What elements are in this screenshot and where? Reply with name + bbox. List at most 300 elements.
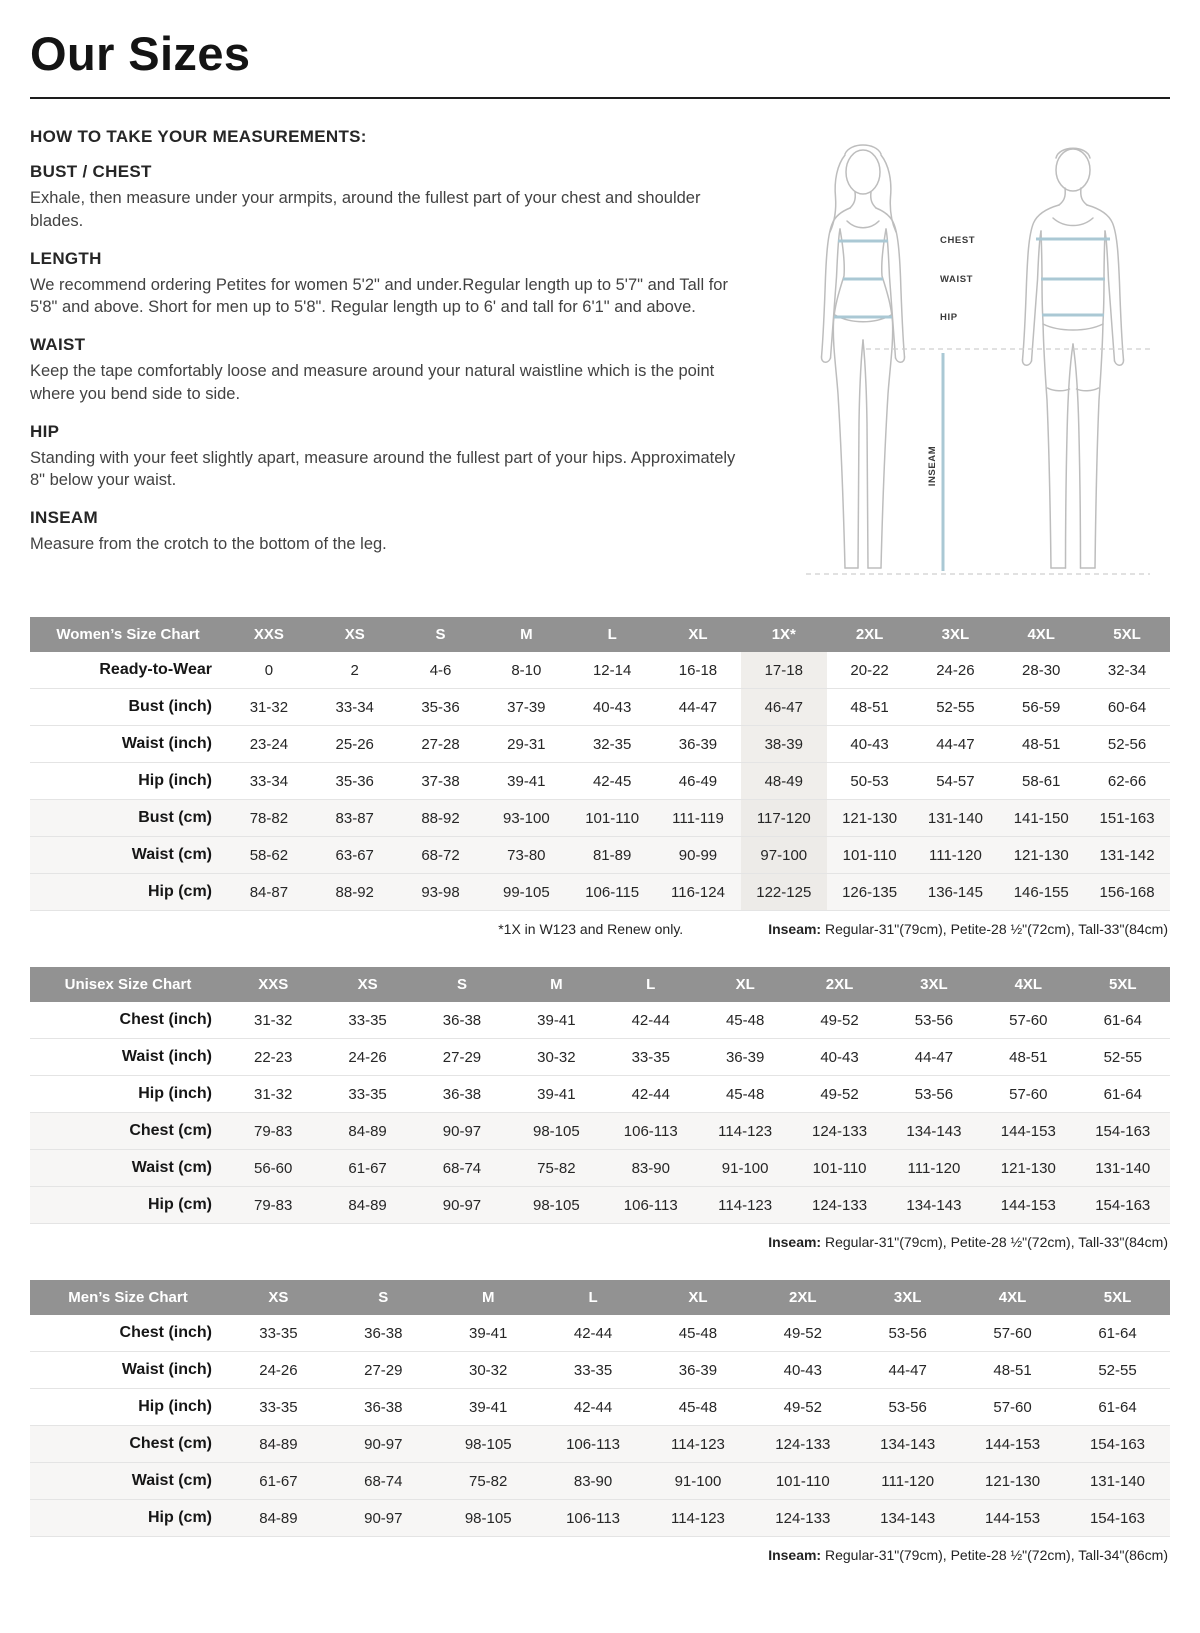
size-cell: 154-163 [1089,1509,1146,1527]
table-row [30,1002,1170,1039]
size-cell: 45-48 [725,1085,765,1103]
table-row [30,726,1170,763]
size-cell: 33-35 [348,1011,387,1029]
size-cell: 136-145 [927,883,983,901]
size-cell: 45-48 [678,1324,718,1342]
chest-label: CHEST [940,235,976,246]
size-cell: 40-43 [850,735,889,753]
size-cell: 44-47 [914,1048,954,1066]
page-title: Our Sizes [30,27,251,80]
size-cell: 31-32 [254,1011,293,1029]
size-column-header: XS [320,967,414,1002]
size-cell: 60-64 [1107,698,1147,716]
size-column-header: 3XL [887,967,981,1002]
size-column-header: S [415,967,509,1002]
size-cell: 131-140 [927,809,983,827]
size-cell: 91-100 [674,1472,722,1490]
size-cell: 98-105 [464,1509,512,1527]
size-cell: 122-125 [741,874,827,911]
size-cell: 62-66 [1107,772,1147,790]
size-cell: 117-120 [741,800,827,837]
size-cell: 75-82 [537,1159,576,1177]
instructions-heading: HOW TO TAKE YOUR MEASUREMENTS: [30,127,367,146]
size-column-header: M [483,617,569,652]
size-cell: 61-64 [1103,1085,1142,1103]
size-cell: 144-153 [985,1435,1041,1453]
size-cell: 38-39 [741,726,827,763]
size-cell: 52-55 [1098,1361,1137,1379]
size-cell: 83-87 [335,809,374,827]
size-column-header: 3XL [913,617,999,652]
size-cell: 141-150 [1013,809,1069,827]
inseam-footnote: Inseam: Regular-31"(79cm), Petite-28 ½"(72cm), Tall-34"(86cm) [768,1547,1168,1563]
row-label: Hip (cm) [148,883,212,900]
size-cell: 154-163 [1095,1122,1151,1140]
size-cell: 46-49 [678,772,718,790]
row-label: Waist (inch) [121,1048,212,1065]
men-s-size-chart-block [30,1280,1170,1563]
table-row [30,837,1170,874]
size-column-header: XXS [226,617,312,652]
size-column-header: XL [646,1280,751,1315]
size-cell: 90-97 [364,1509,403,1527]
size-column-header: M [436,1280,541,1315]
size-column-header: 1X* [741,617,827,652]
row-label: Ready-to-Wear [99,661,212,678]
size-cell: 114-123 [718,1122,773,1140]
size-cell: 16-18 [678,661,718,679]
size-cell: 93-100 [502,809,550,827]
size-cell: 144-153 [985,1509,1041,1527]
row-label: Waist (cm) [131,1472,212,1489]
size-cell: 8-10 [511,661,542,679]
size-cell: 61-64 [1103,1011,1142,1029]
size-cell: 84-89 [259,1435,298,1453]
size-cell: 106-113 [566,1509,621,1527]
size-cell: 40-43 [820,1048,859,1066]
table-row [30,1039,1170,1076]
size-cell: 31-32 [254,1085,293,1103]
size-cell: 131-140 [1095,1159,1151,1177]
size-cell: 134-143 [906,1122,962,1140]
size-cell: 106-113 [566,1435,621,1453]
size-cell: 106-113 [623,1196,678,1214]
size-cell: 44-47 [678,698,718,716]
table-row [30,800,1170,837]
size-column-header: L [604,967,698,1002]
size-column-header: XL [698,967,792,1002]
size-column-header: XXS [226,967,320,1002]
row-label: Hip (cm) [148,1509,212,1526]
size-cell: 32-34 [1107,661,1147,679]
size-cell: 37-39 [507,698,546,716]
size-cell: 25-26 [335,735,374,753]
size-cell: 39-41 [469,1398,508,1416]
size-cell: 50-53 [850,772,889,790]
inseam-label: INSEAM [927,445,938,487]
size-cell: 68-72 [421,846,460,864]
size-column-header: L [541,1280,646,1315]
size-cell: 53-56 [888,1324,927,1342]
size-charts [30,617,1170,1563]
size-cell: 52-55 [936,698,975,716]
size-cell: 58-62 [249,846,289,864]
row-label: Waist (inch) [121,1361,212,1378]
size-cell: 114-123 [670,1435,725,1453]
size-cell: 27-29 [364,1361,403,1379]
size-cell: 48-51 [1009,1048,1048,1066]
measurements-section [30,127,1170,599]
table-footnote [32,921,1168,937]
size-column-header: S [398,617,484,652]
size-column-header: 2XL [750,1280,855,1315]
size-cell: 35-36 [335,772,374,790]
size-cell: 2 [350,661,359,679]
size-cell: 83-90 [573,1472,613,1490]
size-cell: 56-60 [254,1159,293,1177]
size-cell: 33-35 [631,1048,670,1066]
inseam-footnote: Inseam: Regular-31"(79cm), Petite-28 ½"(72cm), Tall-33"(84cm) [768,1234,1168,1250]
row-label: Hip (cm) [148,1196,212,1213]
waist-label: WAIST [940,274,974,285]
size-cell: 84-87 [249,883,289,901]
size-cell: 90-97 [364,1435,403,1453]
size-cell: 48-51 [850,698,889,716]
row-label: Waist (cm) [131,846,212,863]
measurement-description: Exhale, then measure under your armpits, around the fullest part of your chest and shoulder blades. [30,189,701,230]
measurement-term: HIP [30,421,60,441]
size-cell: 36-39 [678,1361,718,1379]
size-cell: 39-41 [469,1324,508,1342]
size-cell: 56-59 [1022,698,1061,716]
size-column-header: 4XL [960,1280,1065,1315]
size-cell: 63-67 [335,846,374,864]
unisex-size-chart [30,967,1170,1224]
table-row [30,1150,1170,1187]
size-cell: 144-153 [1000,1196,1056,1214]
size-cell: 99-105 [502,883,550,901]
row-label: Chest (cm) [129,1122,212,1139]
measurement-term: BUST / CHEST [30,162,152,181]
size-column-header: 5XL [1065,1280,1170,1315]
size-cell: 114-123 [718,1196,773,1214]
size-cell: 73-80 [507,846,546,864]
size-column-header: 5XL [1084,617,1170,652]
size-cell: 93-98 [421,883,460,901]
measurement-bust-chest [30,162,742,233]
size-column-header: M [509,967,603,1002]
title-divider [30,97,1170,99]
size-cell: 24-26 [936,661,975,679]
size-cell: 81-89 [592,846,632,864]
hip-label: HIP [940,312,958,323]
size-cell: 57-60 [1009,1085,1048,1103]
size-cell: 124-133 [775,1509,831,1527]
size-cell: 49-52 [783,1324,822,1342]
measurement-term: LENGTH [30,248,102,268]
size-cell: 27-29 [442,1048,482,1066]
size-cell: 39-41 [507,772,546,790]
size-cell: 114-123 [670,1509,725,1527]
size-cell: 61-64 [1098,1324,1137,1342]
size-cell: 106-113 [623,1122,678,1140]
size-cell: 53-56 [914,1085,954,1103]
row-label: Hip (inch) [138,772,212,789]
size-cell: 29-31 [507,735,546,753]
size-cell: 61-67 [348,1159,387,1177]
row-label: Chest (inch) [119,1011,212,1028]
size-column-header: 2XL [827,617,913,652]
size-cell: 42-44 [631,1085,670,1103]
size-cell: 68-74 [364,1472,403,1490]
size-cell: 98-105 [533,1196,580,1214]
row-label: Chest (cm) [129,1435,212,1452]
size-cell: 98-105 [464,1435,512,1453]
size-cell: 27-28 [421,735,460,753]
table-footnote [32,1547,1168,1563]
size-cell: 124-133 [812,1196,868,1214]
size-cell: 83-90 [631,1159,670,1177]
size-cell: 32-35 [592,735,632,753]
table-title: Unisex Size Chart [30,967,226,1002]
size-cell: 97-100 [741,837,827,874]
size-cell: 53-56 [888,1398,927,1416]
size-cell: 146-155 [1013,883,1069,901]
size-cell: 134-143 [880,1509,936,1527]
size-cell: 88-92 [335,883,374,901]
row-label: Bust (cm) [138,809,212,826]
size-cell: 75-82 [469,1472,508,1490]
size-cell: 53-56 [914,1011,954,1029]
size-cell: 31-32 [249,698,289,716]
diagram-labels [927,235,975,486]
size-cell: 58-61 [1022,772,1061,790]
size-column-header: S [331,1280,436,1315]
size-cell: 37-38 [421,772,460,790]
size-cell: 121-130 [842,809,898,827]
size-cell: 45-48 [725,1011,765,1029]
size-cell: 61-64 [1098,1398,1137,1416]
size-column-header: XL [655,617,741,652]
size-cell: 30-32 [537,1048,576,1066]
row-label: Waist (cm) [131,1159,212,1176]
size-column-header: 5XL [1076,967,1170,1002]
figure-outlines [821,145,1123,568]
size-cell: 20-22 [850,661,889,679]
body-measurement-illustration [788,131,1170,599]
size-cell: 154-163 [1095,1196,1151,1214]
size-cell: 111-119 [672,809,724,827]
size-cell: 44-47 [888,1361,927,1379]
size-cell: 84-89 [259,1509,298,1527]
table-title: Men’s Size Chart [30,1280,226,1315]
men-s-size-chart [30,1280,1170,1537]
size-cell: 24-26 [348,1048,387,1066]
size-cell: 156-168 [1099,883,1155,901]
size-cell: 111-120 [881,1472,935,1490]
size-cell: 36-38 [442,1011,482,1029]
size-cell: 54-57 [936,772,975,790]
size-cell: 101-110 [812,1159,867,1177]
size-cell: 12-14 [592,661,632,679]
size-cell: 33-34 [249,772,289,790]
size-cell: 144-153 [1000,1122,1056,1140]
size-cell: 39-41 [537,1085,576,1103]
size-cell: 22-23 [254,1048,293,1066]
size-cell: 48-49 [741,763,827,800]
size-cell: 48-51 [993,1361,1032,1379]
measurement-length [30,249,742,320]
size-cell: 57-60 [1009,1011,1048,1029]
row-label: Hip (inch) [138,1398,212,1415]
size-cell: 42-44 [631,1011,670,1029]
row-label: Hip (inch) [138,1085,212,1102]
size-cell: 124-133 [812,1122,868,1140]
size-cell: 78-82 [249,809,289,827]
table-row [30,763,1170,800]
size-cell: 33-34 [335,698,374,716]
size-cell: 101-110 [842,846,897,864]
size-cell: 101-110 [775,1472,830,1490]
size-cell: 36-39 [678,735,718,753]
measurement-instructions [30,127,742,599]
size-cell: 111-120 [928,846,982,864]
column-footnote: *1X in W123 and Renew only. [498,921,684,937]
size-cell: 23-24 [249,735,289,753]
size-cell: 121-130 [985,1472,1041,1490]
measurement-diagram [776,127,1170,599]
size-cell: 61-67 [259,1472,298,1490]
row-label: Waist (inch) [121,735,212,752]
measurement-description: Keep the tape comfortably loose and measure around your natural waistline which is the point where you bend side to side. [30,362,715,403]
measurement-description: We recommend ordering Petites for women 5'2" and under.Regular length up to 5'7" and Tall for 5'8" and above. Short for men up to 5'8". Regular length up to 6' and tall for 6'1" and above. [30,275,728,317]
size-cell: 116-124 [671,883,725,901]
size-cell: 30-32 [469,1361,508,1379]
size-cell: 33-35 [348,1085,387,1103]
size-cell: 79-83 [254,1196,293,1214]
measurement-hip [30,422,742,493]
table-row [30,689,1170,726]
size-cell: 131-142 [1099,846,1155,864]
table-row [30,1426,1170,1463]
measurement-inseam [30,508,742,556]
women-s-size-chart-block [30,617,1170,937]
table-row [30,1187,1170,1224]
measurement-waist [30,335,742,406]
unisex-size-chart-block [30,967,1170,1250]
size-cell: 49-52 [820,1011,859,1029]
size-cell: 98-105 [533,1122,580,1140]
size-cell: 154-163 [1089,1435,1146,1453]
size-column-header: 3XL [855,1280,960,1315]
size-cell: 124-133 [775,1435,831,1453]
table-footnote [32,1234,1168,1250]
size-cell: 68-74 [442,1159,482,1177]
table-row [30,1500,1170,1537]
size-cell: 88-92 [421,809,460,827]
size-cell: 17-18 [741,652,827,689]
size-column-header: L [569,617,655,652]
size-cell: 36-38 [442,1085,482,1103]
size-cell: 91-100 [721,1159,769,1177]
table-row [30,1076,1170,1113]
size-cell: 33-35 [573,1361,613,1379]
measurement-term: INSEAM [30,508,98,528]
size-cell: 36-38 [364,1398,403,1416]
size-cell: 0 [264,661,274,679]
table-row [30,652,1170,689]
table-row [30,874,1170,911]
measurement-description: Measure from the crotch to the bottom of the leg. [30,535,387,554]
size-cell: 48-51 [1022,735,1061,753]
size-cell: 52-55 [1103,1048,1142,1066]
size-cell: 57-60 [993,1324,1032,1342]
row-label: Bust (inch) [128,698,212,715]
size-cell: 42-44 [573,1398,613,1416]
size-cell: 36-39 [725,1048,765,1066]
size-cell: 84-89 [348,1122,387,1140]
size-cell: 90-97 [442,1196,482,1214]
size-column-header: 4XL [981,967,1075,1002]
size-cell: 151-163 [1099,809,1155,827]
size-column-header: XS [312,617,398,652]
size-cell: 90-97 [442,1122,482,1140]
inseam-footnote: Inseam: Regular-31"(79cm), Petite-28 ½"(72cm), Tall-33"(84cm) [768,921,1168,937]
size-cell: 33-35 [259,1324,298,1342]
size-cell: 121-130 [1000,1159,1056,1177]
table-row [30,1113,1170,1150]
size-cell: 42-44 [573,1324,613,1342]
size-cell: 45-48 [678,1398,718,1416]
size-cell: 90-99 [678,846,718,864]
size-cell: 111-120 [907,1159,961,1177]
size-cell: 57-60 [993,1398,1032,1416]
instruction-sections [30,162,742,556]
size-column-header: 2XL [792,967,886,1002]
size-column-header: XS [226,1280,331,1315]
size-cell: 39-41 [537,1011,576,1029]
size-cell: 101-110 [585,809,640,827]
size-cell: 28-30 [1022,661,1061,679]
table-row [30,1463,1170,1500]
size-cell: 131-140 [1089,1472,1146,1490]
size-cell: 84-89 [348,1196,387,1214]
size-column-header: 4XL [998,617,1084,652]
measurement-description: Standing with your feet slightly apart, measure around the fullest part of your hips. Approximately 8" below your waist. [30,448,736,490]
size-cell: 134-143 [906,1196,962,1214]
size-cell: 126-135 [842,883,898,901]
size-cell: 44-47 [936,735,975,753]
size-cell: 106-115 [585,883,640,901]
measurement-term: WAIST [30,335,86,355]
table-row [30,1315,1170,1352]
size-cell: 35-36 [421,698,460,716]
table-title: Women’s Size Chart [30,617,226,652]
row-label: Chest (inch) [119,1324,212,1341]
size-cell: 24-26 [259,1361,298,1379]
size-cell: 46-47 [741,689,827,726]
size-cell: 49-52 [820,1085,859,1103]
size-cell: 40-43 [592,698,632,716]
size-cell: 52-56 [1107,735,1147,753]
size-cell: 121-130 [1013,846,1069,864]
table-row [30,1352,1170,1389]
women-s-size-chart [30,617,1170,911]
size-cell: 33-35 [259,1398,298,1416]
table-row [30,1389,1170,1426]
size-cell: 49-52 [783,1398,822,1416]
size-cell: 36-38 [364,1324,403,1342]
